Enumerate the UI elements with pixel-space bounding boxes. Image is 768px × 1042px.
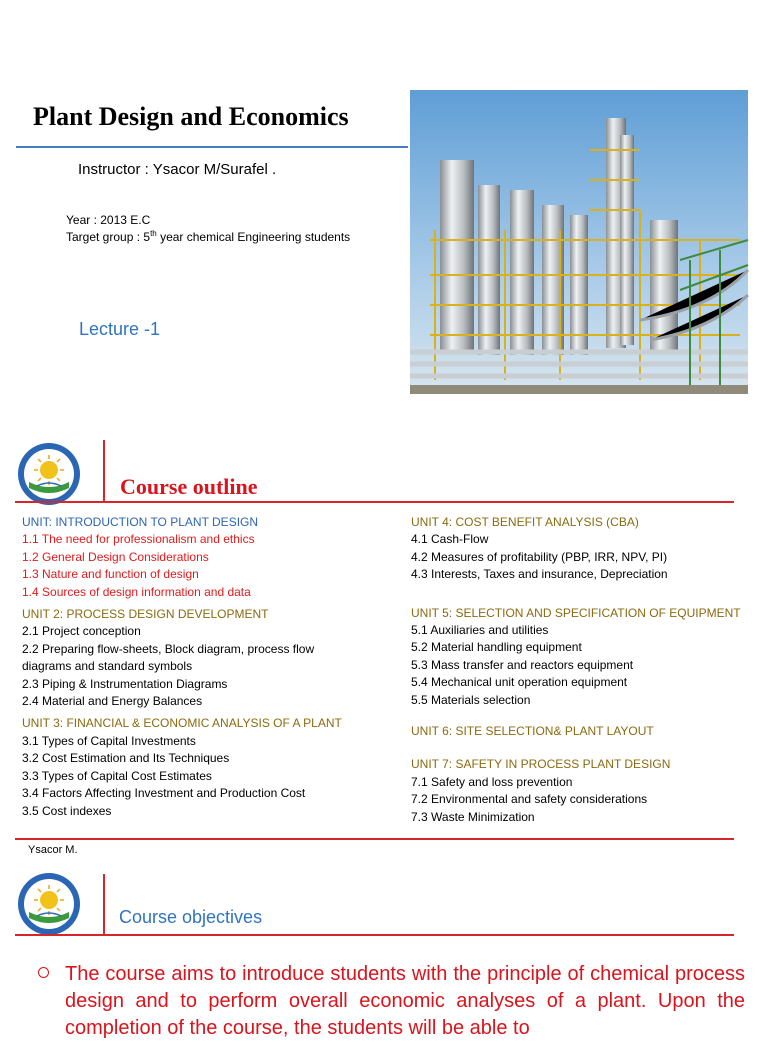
objectives-paragraph: The course aims to introduce students with the principle of chemical process design and to perform overall economic analyses of a plant. Upon the completion of the course, the students will be able to: [65, 963, 745, 1039]
list-item: diagrams and standard symbols: [22, 659, 193, 674]
course-objectives-title: Course objectives: [119, 907, 263, 927]
list-item: 7.1 Safety and loss prevention: [411, 774, 573, 789]
footer-author: Ysacor M.: [28, 844, 78, 856]
lecture-label: Lecture -1: [79, 319, 161, 339]
refinery-photo: [410, 90, 748, 394]
list-item: 2.1 Project conception: [22, 624, 141, 639]
list-item: 7.3 Waste Minimization: [411, 809, 535, 824]
university-seal-icon: [17, 872, 81, 936]
outline-bottom-rule: [15, 838, 734, 840]
slide-title: Plant Design and Economics: [33, 102, 349, 131]
list-item: 1.1 The need for professionalism and ethics: [22, 532, 255, 547]
outline-right-column: [411, 514, 741, 826]
list-item: 2.4 Material and Energy Balances: [22, 694, 203, 709]
unit-heading: UNIT 4: COST BENEFIT ANALYSIS (CBA): [411, 515, 639, 529]
unit-heading: UNIT 5: SELECTION AND SPECIFICATION OF EQUIPMENT: [411, 605, 741, 620]
logo-divider: [103, 440, 105, 502]
outline-top-rule: [15, 501, 734, 503]
course-outline-title: Course outline: [120, 474, 258, 499]
unit-heading: UNIT 3: FINANCIAL & ECONOMIC ANALYSIS OF A PLANT: [22, 716, 342, 731]
target-superscript: th: [150, 229, 157, 238]
unit-heading: UNIT: INTRODUCTION TO PLANT DESIGN: [22, 515, 259, 529]
hollow-circle-bullet-icon: [38, 967, 49, 978]
list-item: 4.1 Cash-Flow: [411, 532, 489, 547]
list-item: 4.3 Interests, Taxes and insurance, Depreciation: [411, 567, 668, 582]
logo-divider: [103, 874, 105, 934]
university-seal-icon: [17, 442, 81, 506]
list-item: 2.2 Preparing flow-sheets, Block diagram, process flow: [22, 641, 315, 656]
unit-heading: UNIT 2: PROCESS DESIGN DEVELOPMENT: [22, 607, 269, 622]
target-prefix: Target group : 5: [66, 230, 151, 244]
list-item: 3.2 Cost Estimation and Its Techniques: [22, 751, 230, 766]
list-item: 1.3 Nature and function of design: [22, 567, 199, 582]
year-line: Year : 2013 E.C: [66, 213, 151, 227]
list-item: 1.4 Sources of design information and data: [22, 584, 251, 599]
outline-left-column: [22, 514, 342, 820]
list-item: 5.2 Material handling equipment: [411, 640, 582, 655]
list-item: 3.3 Types of Capital Cost Estimates: [22, 768, 212, 783]
list-item: 4.2 Measures of profitability (PBP, IRR, NPV, PI): [411, 549, 668, 564]
unit-heading: UNIT 6: SITE SELECTION& PLANT LAYOUT: [411, 724, 654, 739]
list-item: 3.1 Types of Capital Investments: [22, 733, 196, 748]
unit-heading: UNIT 7: SAFETY IN PROCESS PLANT DESIGN: [411, 757, 671, 772]
list-item: 5.5 Materials selection: [411, 692, 531, 707]
list-item: 7.2 Environmental and safety considerations: [411, 792, 648, 807]
list-item: 5.3 Mass transfer and reactors equipment: [411, 657, 634, 672]
list-item: 5.4 Mechanical unit operation equipment: [411, 675, 628, 690]
objectives-rule: [15, 934, 734, 936]
list-item: 3.5 Cost indexes: [22, 803, 112, 818]
list-item: 5.1 Auxiliaries and utilities: [411, 623, 549, 638]
title-underline: [16, 146, 408, 148]
instructor-line: Instructor : Ysacor M/Surafel .: [78, 161, 277, 178]
list-item: 3.4 Factors Affecting Investment and Production Cost: [22, 786, 306, 801]
target-suffix: year chemical Engineering students: [156, 230, 351, 244]
list-item: 1.2 General Design Considerations: [22, 549, 209, 564]
list-item: 2.3 Piping & Instrumentation Diagrams: [22, 676, 228, 691]
target-group-line: [66, 230, 350, 244]
